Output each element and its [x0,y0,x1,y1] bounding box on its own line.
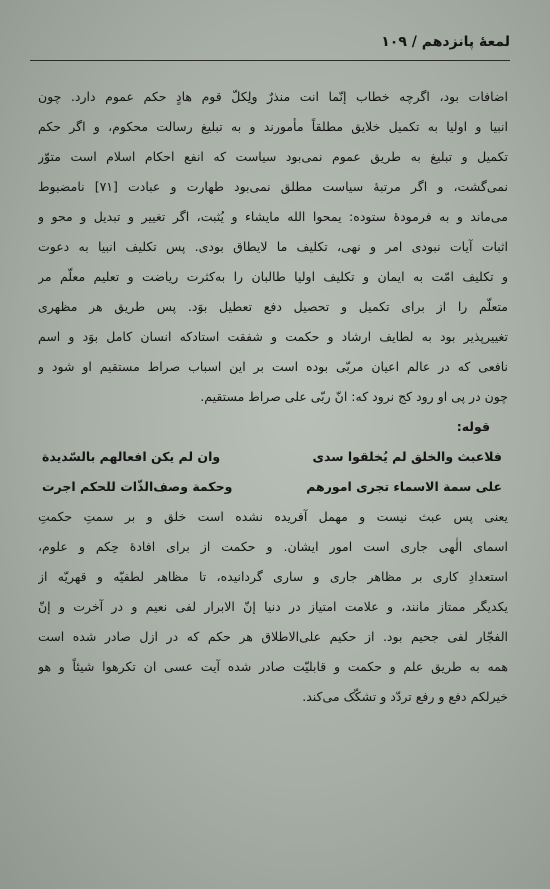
text-line: استعدادِ کاری بر مظاهر جاری و ساری گردانیده، تا مظاهر لطفیّه و قهریّه از [38,569,508,584]
page-body [38,82,508,712]
page-header [30,30,510,61]
text-line: یعنی پس عبث نیست و مهمل آفریده نشده است خلق و بر سمتِ حکمتِ [38,509,508,524]
verse-block [38,442,508,502]
text-line: می‌ماند و به فرمودهٔ ستوده: یمحوا الله مایشاء و یُثبت، اگر تغییر و تبدیل و محو و [38,209,508,224]
text-line: چون در پی او رود کج نرود که: انّ ربّی علی صراط مستقیم. [200,389,508,404]
text-line: همه به طریق علم و حکمت و قابلیّت صادر شده آیت عسی ان تکرهوا شیئاً و هو [38,659,508,674]
text-line: یکدیگر ممتاز مانند، و علامت امتیاز در دنیا إنّ الابرار لفی نعیم و در آخرت و إنّ [38,599,508,614]
verse-row [38,472,508,502]
text-line: اثبات آیات نبودی امر و نهی، تکلیف ما لایطاق بودی. پس تکلیف انبیا به دعوت [38,239,508,254]
verse-hemistich-right: فلاعبث والخلق لم یُخلقوا سدی [312,449,502,464]
paragraph-1 [38,82,508,412]
text-line: و تکلیف امّت به ایمان و تکلیف اولیا طالبان را به‌کثرت ریاضت و تعلیم معلّم مر [38,269,508,284]
verse-hemistich-left: وحکمة وصف‌الذّات للحکم اجرت [42,479,233,494]
verse-hemistich-right: علی سمة الاسماء تجری امورهم [306,479,502,494]
text-line: تغییرپذیر بود به لطایف ارشاد و حکمت و شفقت استادکه انسان کامل بوَد و اسم [38,329,508,344]
text-line: الفجّار لفی جحیم بود. از حکیم علی‌الاطلاق هر حکم که در ازل صادر شده است [38,629,508,644]
text-line: متعلّم را از برای تکمیل و تحصیل دفع تعطیل بوَد. پس طریق هر مظهری [38,299,508,314]
text-line: نافعی که در عالم اعیان مربّی بوده است بر این اسباب صراط مستقیم او شود و [38,359,508,374]
verse-hemistich-left: وان لم یکن افعالهم بالسّدیدة [42,449,221,464]
text-line: انبیا و اولیا به تکمیل خلایق مطلقاً مأمورند و به تبلیغ رسالت محکوم، و اگر حکم [38,119,508,134]
text-line: اضافات بود، اگرچه خطاب إنّما انت منذرٌ ولِکلّ قوم هادٍ حکم عموم دارد. چون [38,89,508,104]
paragraph-2 [38,502,508,712]
text-line: اسمای الٰهی جاری است امور ایشان. و حکمت از برای افادهٔ حِکم و علوم، [38,539,508,554]
quote-label: قوله: [456,419,490,434]
verse-row [38,442,508,472]
running-title: لمعهٔ پانزدهم / ۱۰۹ [381,34,510,50]
text-line: خیرلکم دفع و رفع تردّد و تشکّک می‌کند. [302,689,508,704]
text-line: نمی‌گشت، و اگر مرتبهٔ سیاست مطلق نمی‌بود طهارت و عبادت [۷۱] نامضبوط [38,179,508,194]
text-line: تکمیل و تبلیغ به طریق عموم نمی‌بود سیاست که انفع احکام اسلام است متوّر [38,149,508,164]
